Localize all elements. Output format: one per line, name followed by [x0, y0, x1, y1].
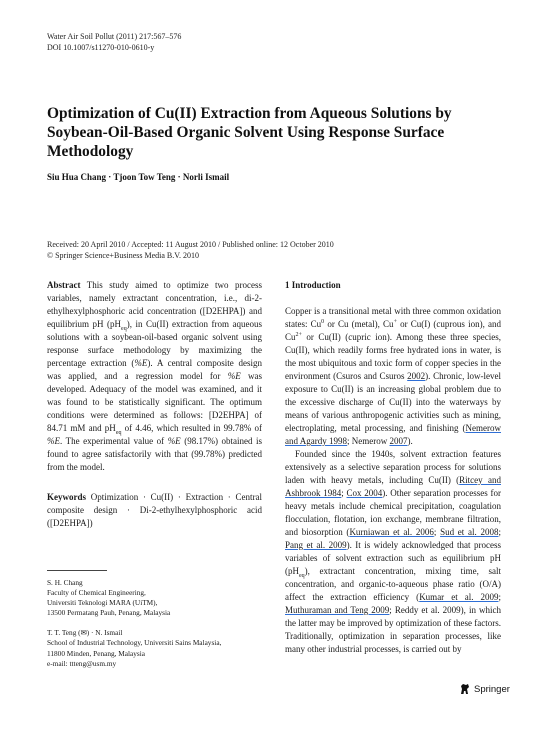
abstract-e-symbol: %E — [134, 358, 148, 368]
intro-text: or Cu(II) (cupric ion). Among these three species, Cu(II), which readily forms free hydrated ions in water, is the most ubiquitous and toxic form of copper species in the environment (Csuros and Csuros — [285, 332, 501, 381]
affiliation-line: 13500 Permatang Pauh, Penang, Malaysia — [47, 608, 171, 618]
abstract-text: . The experimental value of — [60, 436, 168, 446]
intro-text: ). — [407, 436, 413, 446]
paper-authors: Siu Hua Chang · Tjoon Tow Teng · Norli Ismail — [47, 172, 230, 182]
affiliation-name — [47, 628, 262, 638]
abstract-heading: Abstract — [47, 280, 81, 290]
intro-paragraph — [285, 448, 501, 656]
springer-logo — [459, 683, 510, 695]
affiliation-name-part: T. T. Teng ( — [47, 628, 81, 638]
reference-link[interactable]: Muthuraman and Teng 2009 — [285, 605, 390, 615]
keywords-text: Optimization · Cu(II) · Extraction · Central composite design · Di-2-ethylhexylphosphoric acid ([D2EHPA]) — [47, 492, 263, 528]
reference-link[interactable]: 2007 — [389, 436, 408, 446]
intro-text: ), extractant concentration, mixing time, salt concentration, and organic-to-aqueous phase ratio (O/A) affect the extraction efficiency ( — [285, 566, 501, 602]
abstract-text: ), in Cu(II) extraction from aqueous solutions with a soybean-oil-based organic solvent using response surface methodology by maximizing the percentage extraction ( — [47, 319, 262, 368]
abstract-text: of 4.46, which resulted in 99.78% of — [121, 423, 263, 433]
affiliations — [47, 578, 262, 669]
envelope-icon: ✉ — [80, 628, 87, 638]
intro-text: ; Reddy et al. 2009), in which the latter may be improved by optimization of these factors. Traditionally, optimization in separation processes, like many other industrial processes, is carried out by — [285, 605, 501, 654]
paper-title: Optimization of Cu(II) Extraction from Aqueous Solutions by Soybean-Oil-Based Organic Solvent Using Response Surface Methodology — [47, 105, 452, 160]
intro-text: or Cu (metal), Cu — [324, 319, 394, 329]
journal-doi: DOI 10.1007/s11270-010-0610-y — [47, 43, 155, 52]
reference-link[interactable]: 2002 — [407, 371, 426, 381]
reference-link[interactable]: Ritcey and Ashbrook 1984 — [285, 475, 501, 498]
journal-header — [47, 31, 181, 53]
reference-link[interactable]: Pang et al. 2009 — [285, 540, 347, 550]
intro-text: Copper is a transitional metal with three common oxidation states: Cu — [285, 306, 501, 329]
abstract — [47, 279, 262, 474]
affiliation-line: Faculty of Chemical Engineering, — [47, 588, 146, 598]
reference-link[interactable]: Cox 2004 — [346, 488, 383, 498]
intro-text: ; — [498, 592, 501, 602]
affiliation-divider — [47, 570, 107, 571]
affiliation-line: 11800 Minden, Penang, Malaysia — [47, 648, 146, 658]
intro-text: ). It is widely acknowledged that process variables of solvent extraction such as equilibrium pH (pH — [285, 540, 501, 576]
abstract-e-symbol: %E — [47, 436, 60, 446]
publisher-name: Springer — [474, 683, 510, 695]
intro-text: or Cu(I) (cuprous ion), and Cu — [285, 319, 501, 342]
superscript: 2+ — [295, 332, 302, 338]
keywords — [47, 491, 262, 530]
springer-horse-icon — [459, 683, 471, 695]
intro-text: ; Nemerow — [347, 436, 390, 446]
reference-link[interactable]: Sud et al. 2008 — [440, 527, 499, 537]
abstract-sub: eq — [121, 325, 127, 332]
introduction — [285, 279, 501, 656]
abstract-e-symbol: %E — [227, 371, 241, 381]
intro-sub: eq — [299, 572, 305, 579]
affiliation-email[interactable]: e-mail: ttteng@usm.my — [47, 658, 117, 668]
intro-heading: 1 Introduction — [285, 280, 341, 290]
intro-text: ). Chronic, low-level exposure to Cu(II) is an increasing global problem due to the excessive discharge of Cu(II) into the waterways by means of various anthropogenic activities such as mining, electroplating, metal processing, and finishing ( — [285, 371, 501, 433]
superscript: 0 — [321, 319, 325, 325]
abstract-text: This study aimed to optimize two process variables, namely extractant concentration, i.e., di-2-ethylhexylphosphoric acid concentration ([D2EHPA]) and equilibrium pH (pH — [47, 280, 262, 329]
abstract-text: (98.17%) obtained is found to agree satisfactorily with that (99.78%) predicted from the model. — [47, 436, 263, 472]
superscript: + — [393, 319, 397, 325]
intro-text: ; — [498, 527, 501, 537]
reference-link[interactable]: Nemerow and Agardy 1998 — [285, 423, 501, 446]
affiliation-line: Universiti Teknologi MARA (UiTM), — [47, 598, 158, 608]
keywords-heading: Keywords — [47, 492, 86, 502]
reference-link[interactable]: Kurniawan et al. 2006 — [349, 527, 434, 537]
reference-link[interactable]: Kumar et al. 2009 — [419, 592, 499, 602]
intro-text: Founded since the 1940s, solvent extraction features extensively as a selective separation process for solutions laden with heavy metals, including Cu(II) ( — [285, 449, 501, 485]
dates-line: Received: 20 April 2010 / Accepted: 11 August 2010 / Published online: 12 October 2010 — [47, 240, 334, 249]
intro-text: ). Other separation processes for heavy metals include chemical precipitation, coagulation flocculation, flotation, ion exchange, membrane filtration, and biosorption ( — [285, 488, 501, 537]
copyright-line: © Springer Science+Business Media B.V. 2010 — [47, 251, 199, 260]
affiliation-name: S. H. Chang — [47, 578, 83, 587]
intro-text: ; — [433, 527, 441, 537]
intro-text: ; — [341, 488, 347, 498]
abstract-text: ). A central composite design was applied, and a regression model for — [47, 358, 262, 381]
affiliation-name-part: ) · N. Ismail — [86, 628, 123, 638]
intro-paragraph — [285, 305, 501, 448]
journal-citation: Water Air Soil Pollut (2011) 217:567–576 — [47, 32, 182, 41]
affiliation-line: School of Industrial Technology, Universiti Sains Malaysia, — [47, 638, 222, 648]
abstract-e-symbol: %E — [167, 436, 181, 446]
abstract-text: was developed. Adequacy of the model was examined, and it was found to be statistically significant. The optimum conditions were determined as follows: [D2EHPA] of 84.71 mM and pH — [47, 371, 262, 433]
abstract-sub: eq — [115, 429, 122, 436]
publication-dates — [47, 239, 334, 261]
